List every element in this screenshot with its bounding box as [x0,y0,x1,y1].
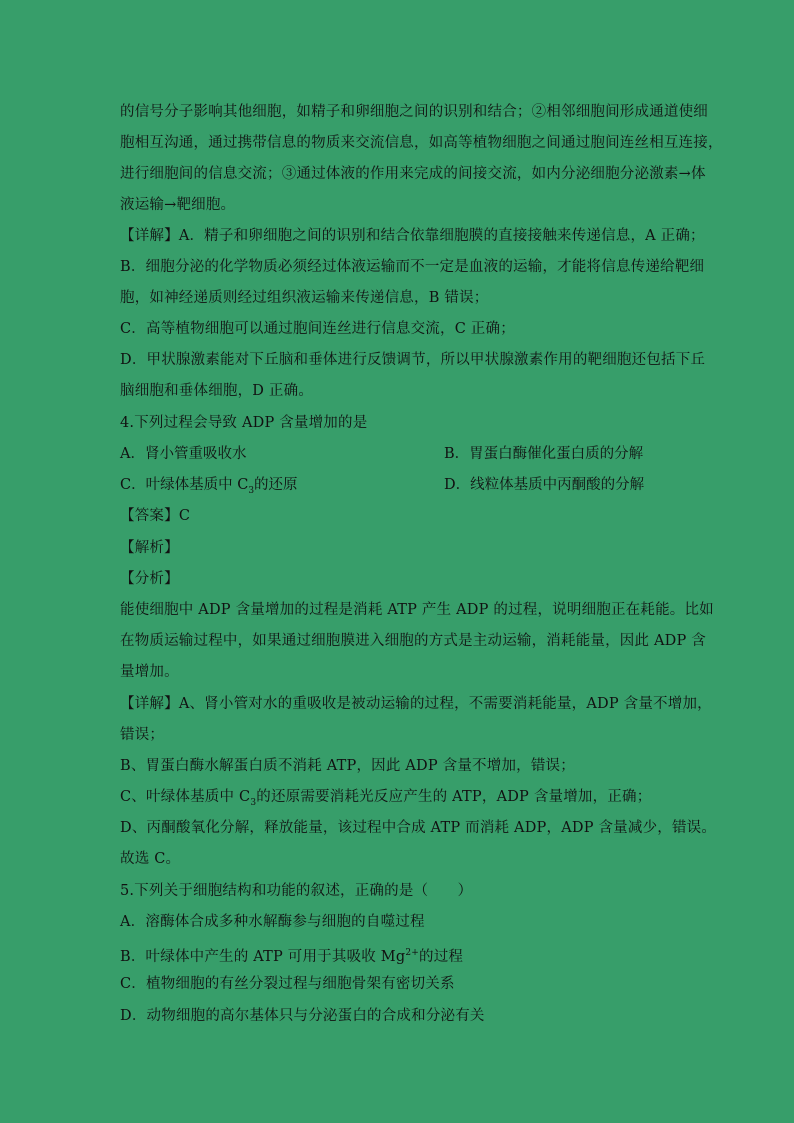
q4-detail-4-pre: C、叶绿体基质中 C [120,789,251,805]
q4-detail-4-post: 的还原需要消耗光反应产生的 ATP，ADP 含量增加，正确； [256,789,652,805]
detail3-line-5: D．甲状腺激素能对下丘脑和垂体进行反馈调节，所以甲状腺激素作用的靶细胞还包括下丘 [120,352,706,368]
q4-detail-text-1: A、肾小管对水的重吸收是被动运输的过程，不需要消耗能量，ADP 含量不增加， [178,696,712,712]
q4-option-d: D．线粒体基质中丙酮酸的分解 [444,477,645,493]
q4-detail-line-4 [120,787,680,813]
q4-option-c-sub: 3 [248,485,255,496]
q4-conclusion: 故选 C。 [120,851,181,867]
q4-detail-line-2: 错误； [120,727,165,743]
detail3-line-6: 脑细胞和垂体细胞，D 正确。 [120,383,314,399]
answer-value: C [178,508,191,524]
q5-option-b-post: 的过程 [419,948,464,965]
answer-tag: 【答案】 [120,508,179,524]
q4-detail-line-5: D、丙酮酸氧化分解，释放能量，该过程中合成 ATP 而消耗 ADP，ADP 含量减少，错误。 [120,820,717,836]
intro-line-1: 的信号分子影响其他细胞，如精子和卵细胞之间的识别和结合；②相邻细胞间形成通道使细 [120,104,708,120]
detail-tag: 【详解】 [120,228,179,244]
q5-option-c: C．植物细胞的有丝分裂过程与细胞骨架有密切关系 [120,976,455,992]
q4-detail-line-1 [120,694,712,714]
q4-option-b: B．胃蛋白酶催化蛋白质的分解 [444,446,644,462]
intro-line-2: 胞相互沟通，通过携带信息的物质来交流信息，如高等植物细胞之间通过胞间连丝相互连接， [120,135,723,151]
q4-option-c-post: 的还原 [254,477,298,493]
q5-option-b [120,943,680,967]
q4-option-c-pre: C．叶绿体基质中 C [120,477,249,493]
detail3-line-3: 胞，如神经递质则经过组织液运输来传递信息，B 错误； [120,290,489,306]
q4-analysis-line-1: 能使细胞中 ADP 含量增加的过程是消耗 ATP 产生 ADP 的过程，说明细胞正在耗能。比如 [120,602,714,618]
q4-option-c [120,475,298,501]
q4-stem: 4.下列过程会导致 ADP 含量增加的是 [120,415,368,431]
q4-analysis-line-2: 在物质运输过程中，如果通过细胞膜进入细胞的方式是主动运输，消耗能量，因此 ADP 含 [120,633,706,649]
q4-analysis-line-3: 量增加。 [120,664,179,680]
intro-line-4: 液运输→靶细胞。 [120,197,236,213]
fenxi-tag: 【分析】 [120,571,179,587]
analysis-tag: 【解析】 [120,540,179,556]
q5-option-b-sup: 2+ [405,948,419,958]
intro-line-3: 进行细胞间的信息交流；③通过体液的作用来完成的间接交流，如内分泌细胞分泌激素→体 [120,166,706,182]
detail3-line-1 [120,226,705,246]
q5-option-d: D．动物细胞的高尔基体只与分泌蛋白的合成和分泌有关 [120,1008,485,1024]
q5-option-a: A．溶酶体合成多种水解酶参与细胞的自噬过程 [120,914,425,930]
q4-detail-4-sub: 3 [250,797,257,808]
q5-option-b-pre: B．叶绿体中产生的 ATP 可用于其吸收 Mg [120,948,406,965]
detail3-text-1: A．精子和卵细胞之间的识别和结合依靠细胞膜的直接接触来传递信息，A 正确； [178,228,705,244]
detail3-line-4: C．高等植物细胞可以通过胞间连丝进行信息交流，C 正确； [120,321,515,337]
q4-answer [120,506,680,526]
detail-tag: 【详解】 [120,696,179,712]
q4-detail-line-3: B、胃蛋白酶水解蛋白质不消耗 ATP，因此 ADP 含量不增加，错误； [120,758,575,774]
q4-option-a: A．肾小管重吸收水 [120,446,247,462]
detail3-line-2: B．细胞分泌的化学物质必须经过体液运输而不一定是血液的运输，才能将信息传递给靶细 [120,259,705,275]
q5-stem: 5.下列关于细胞结构和功能的叙述，正确的是（ ） [120,883,473,899]
